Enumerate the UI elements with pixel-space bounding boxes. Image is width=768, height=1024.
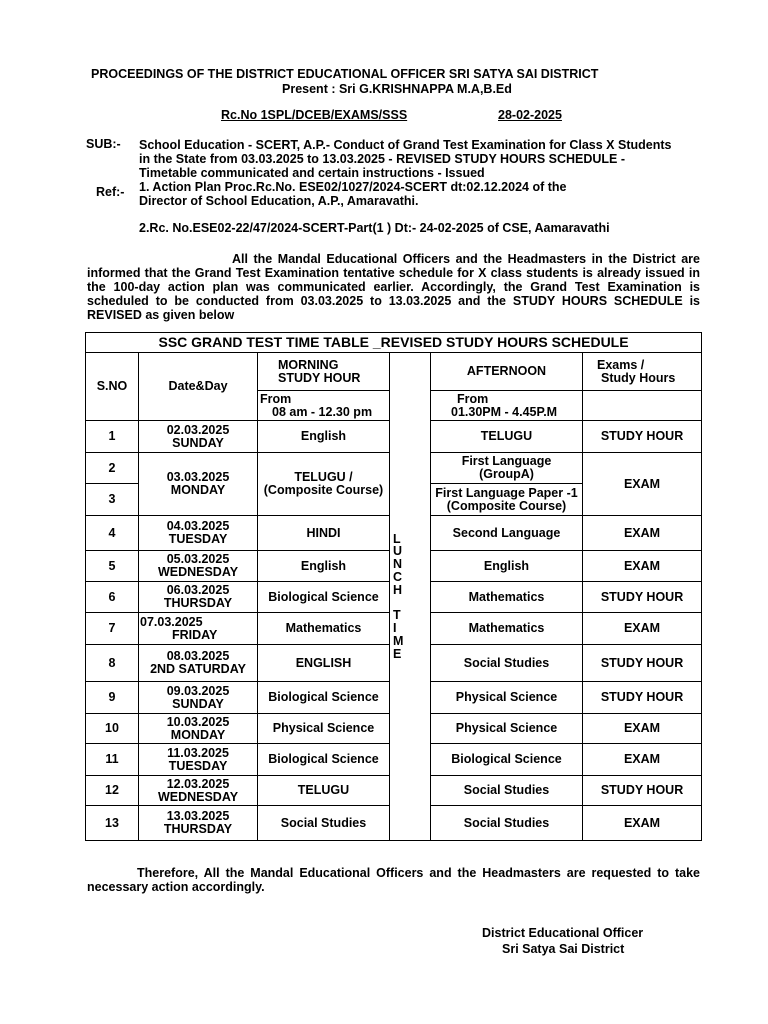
header-morning-line: MORNING: [278, 357, 339, 372]
row-morning: Biological Science: [258, 744, 390, 776]
row-date-day: [139, 516, 258, 551]
row-status: EXAM: [583, 551, 702, 582]
row-morning: Physical Science: [258, 714, 390, 744]
body-paragraph: [87, 252, 700, 322]
row-status: STUDY HOUR: [583, 776, 702, 806]
header-morning: [258, 353, 390, 391]
row-date-day: [139, 582, 258, 613]
lunch-letter: E: [393, 646, 402, 661]
row-day: THURSDAY: [163, 822, 233, 836]
row-status: STUDY HOUR: [583, 682, 702, 714]
signature-district: Sri Satya Sai District: [502, 942, 625, 956]
row-afternoon: [431, 453, 583, 484]
subject-line: School Education - SCERT, A.P.- Conduct of Grand Test Examination for Class X Students: [139, 138, 672, 152]
row-date-day: [139, 645, 258, 682]
row-afternoon: Social Studies: [431, 776, 583, 806]
reference-label: Ref:-: [96, 185, 125, 199]
row-morning: Social Studies: [258, 806, 390, 841]
status-blank-cell: [583, 391, 702, 421]
row-sno: 12: [86, 776, 139, 806]
body-paragraph-text: All the Mandal Educational Officers and the Headmasters in the District are informed that the Grand Test Examination tentative schedule for X class students is already issued in the 100-day action plan was communicated earlier. Accordingly, the Grand Test Examination is scheduled to be conducted from 03.03.2025 to 13.03.2025 and the STUDY HOURS SCHEDULE is REVISED as given below: [87, 252, 700, 322]
row-date-day: [139, 551, 258, 582]
row-date: 06.03.2025: [166, 583, 230, 597]
reference-1-line: Director of School Education, A.P., Amaravathi.: [139, 194, 419, 208]
row-date: 10.03.2025: [166, 714, 230, 729]
row-morning: [258, 453, 390, 516]
afternoon-from: From: [457, 391, 489, 406]
row-afternoon: Mathematics: [431, 582, 583, 613]
header-exams-line: Exams /: [597, 357, 645, 372]
row-sno: 13: [86, 806, 139, 841]
row-day: WEDNESDAY: [157, 789, 239, 804]
row-day: SUNDAY: [172, 435, 224, 450]
row-status: STUDY HOUR: [583, 582, 702, 613]
lunch-letter: C: [393, 569, 403, 584]
subject-line: Timetable communicated and certain instructions - Issued: [139, 166, 485, 180]
header-sno: S.NO: [86, 353, 139, 421]
row-morning: Biological Science: [258, 682, 390, 714]
row-sno: 7: [86, 613, 139, 645]
row-status: EXAM: [583, 744, 702, 776]
morning-time-range: [258, 391, 390, 421]
morning-from: From: [260, 391, 292, 406]
row-status: EXAM: [583, 806, 702, 841]
row-morning: English: [258, 421, 390, 453]
row-day: TUESDAY: [168, 532, 228, 546]
row-afternoon: Biological Science: [431, 744, 583, 776]
row-date: 04.03.2025: [166, 519, 230, 533]
row-morning: Mathematics: [258, 613, 390, 645]
timetable-title: SSC GRAND TEST TIME TABLE _REVISED STUDY HOURS SCHEDULE: [86, 333, 702, 353]
row-morning: TELUGU: [258, 776, 390, 806]
row-sno: 6: [86, 582, 139, 613]
row-sno: 4: [86, 516, 139, 551]
row-status: EXAM: [583, 714, 702, 744]
row-afternoon: Physical Science: [431, 682, 583, 714]
row-status: EXAM: [583, 453, 702, 516]
header-exams: [583, 353, 702, 391]
afternoon-time-range: [431, 391, 583, 421]
row-morning-line: (Composite Course): [263, 483, 384, 497]
row-sno: 10: [86, 714, 139, 744]
header-morning-line: STUDY HOUR: [278, 370, 361, 385]
row-morning: HINDI: [258, 516, 390, 551]
row-date-day: [139, 453, 258, 516]
row-day: SUNDAY: [172, 696, 224, 711]
row-date: 08.03.2025: [166, 649, 230, 663]
row-date: 13.03.2025: [166, 809, 230, 823]
row-afternoon: Social Studies: [431, 806, 583, 841]
row-status: EXAM: [583, 613, 702, 645]
row-morning-line: TELUGU /: [294, 470, 353, 484]
lunch-letter: I: [393, 621, 397, 636]
timetable: [85, 332, 702, 841]
row-date-day: [139, 613, 258, 645]
header-exams-line: Study Hours: [601, 370, 676, 385]
header-afternoon: AFTERNOON: [431, 353, 583, 391]
row-status: STUDY HOUR: [583, 645, 702, 682]
row-afternoon-line: (GroupA): [479, 467, 534, 481]
row-date: 03.03.2025: [166, 470, 230, 484]
row-sno: 2: [86, 453, 139, 484]
row-day: MONDAY: [170, 483, 226, 497]
row-day: 2ND SATURDAY: [150, 662, 246, 676]
lunch-letter: M: [393, 633, 404, 648]
row-morning: Biological Science: [258, 582, 390, 613]
row-afternoon: Mathematics: [431, 613, 583, 645]
row-date-day: [139, 806, 258, 841]
row-sno: 3: [86, 484, 139, 516]
subject-text: [139, 138, 700, 180]
header-date-day: Date&Day: [139, 353, 258, 421]
lunch-time-column: [390, 353, 431, 841]
lunch-letter: L: [393, 531, 401, 546]
present-officer: Present : Sri G.KRISHNAPPA M.A,B.Ed: [282, 82, 512, 96]
rc-number: Rc.No 1SPL/DCEB/EXAMS/SSS: [221, 108, 408, 122]
reference-1: [139, 180, 566, 208]
row-status: EXAM: [583, 516, 702, 551]
row-date-day: [139, 776, 258, 806]
proceedings-heading: PROCEEDINGS OF THE DISTRICT EDUCATIONAL OFFICER SRI SATYA SAI DISTRICT: [91, 67, 599, 81]
row-afternoon-line: First Language Paper -1: [435, 485, 578, 500]
row-sno: 9: [86, 682, 139, 714]
row-morning: English: [258, 551, 390, 582]
row-date-day: [139, 744, 258, 776]
lunch-letter: H: [393, 582, 403, 597]
row-day: FRIDAY: [172, 627, 218, 642]
morning-hours: 08 am - 12.30 pm: [272, 404, 373, 419]
row-afternoon: English: [431, 551, 583, 582]
row-date: 11.03.2025: [167, 745, 229, 760]
row-afternoon: Physical Science: [431, 714, 583, 744]
lunch-letter: T: [393, 608, 401, 623]
reference-2: 2.Rc. No.ESE02-22/47/2024-SCERT-Part(1 ) Dt:- 24-02-2025 of CSE, Aamaravathi: [139, 221, 610, 235]
row-date: 09.03.2025: [166, 683, 230, 698]
row-sno: 1: [86, 421, 139, 453]
afternoon-hours: 01.30PM - 4.45P.M: [451, 404, 558, 419]
row-afternoon: [431, 484, 583, 516]
row-date: 05.03.2025: [166, 552, 230, 566]
lunch-letter: N: [393, 557, 403, 572]
subject-line: in the State from 03.03.2025 to 13.03.2025 - REVISED STUDY HOURS SCHEDULE -: [139, 152, 626, 166]
row-date-day: [139, 714, 258, 744]
row-date: 07.03.2025: [140, 614, 203, 629]
reference-1-line: 1. Action Plan Proc.Rc.No. ESE02/1027/2024-SCERT dt:02.12.2024 of the: [139, 180, 567, 194]
row-date-day: [139, 421, 258, 453]
row-sno: 11: [86, 744, 139, 776]
row-day: WEDNESDAY: [157, 565, 239, 579]
row-afternoon-line: First Language: [461, 454, 552, 468]
subject-label: SUB:-: [86, 137, 121, 151]
row-sno: 5: [86, 551, 139, 582]
lunch-letter: U: [393, 544, 403, 559]
closing-paragraph: [87, 866, 700, 894]
row-date: 12.03.2025: [166, 776, 230, 791]
row-day: TUESDAY: [168, 758, 228, 773]
row-day: THURSDAY: [163, 596, 233, 610]
row-afternoon: TELUGU: [431, 421, 583, 453]
row-afternoon-line: (Composite Course): [446, 498, 567, 513]
closing-paragraph-text: Therefore, All the Mandal Educational Officers and the Headmasters are requested to take necessary action accordingly.: [87, 866, 700, 894]
row-date-day: [139, 682, 258, 714]
row-afternoon: Social Studies: [431, 645, 583, 682]
row-date: 02.03.2025: [166, 422, 230, 437]
row-morning: ENGLISH: [258, 645, 390, 682]
row-day: MONDAY: [170, 727, 226, 742]
row-afternoon: Second Language: [431, 516, 583, 551]
signature-title: District Educational Officer: [482, 926, 644, 940]
rc-date: 28-02-2025: [498, 108, 562, 122]
row-status: STUDY HOUR: [583, 421, 702, 453]
row-sno: 8: [86, 645, 139, 682]
